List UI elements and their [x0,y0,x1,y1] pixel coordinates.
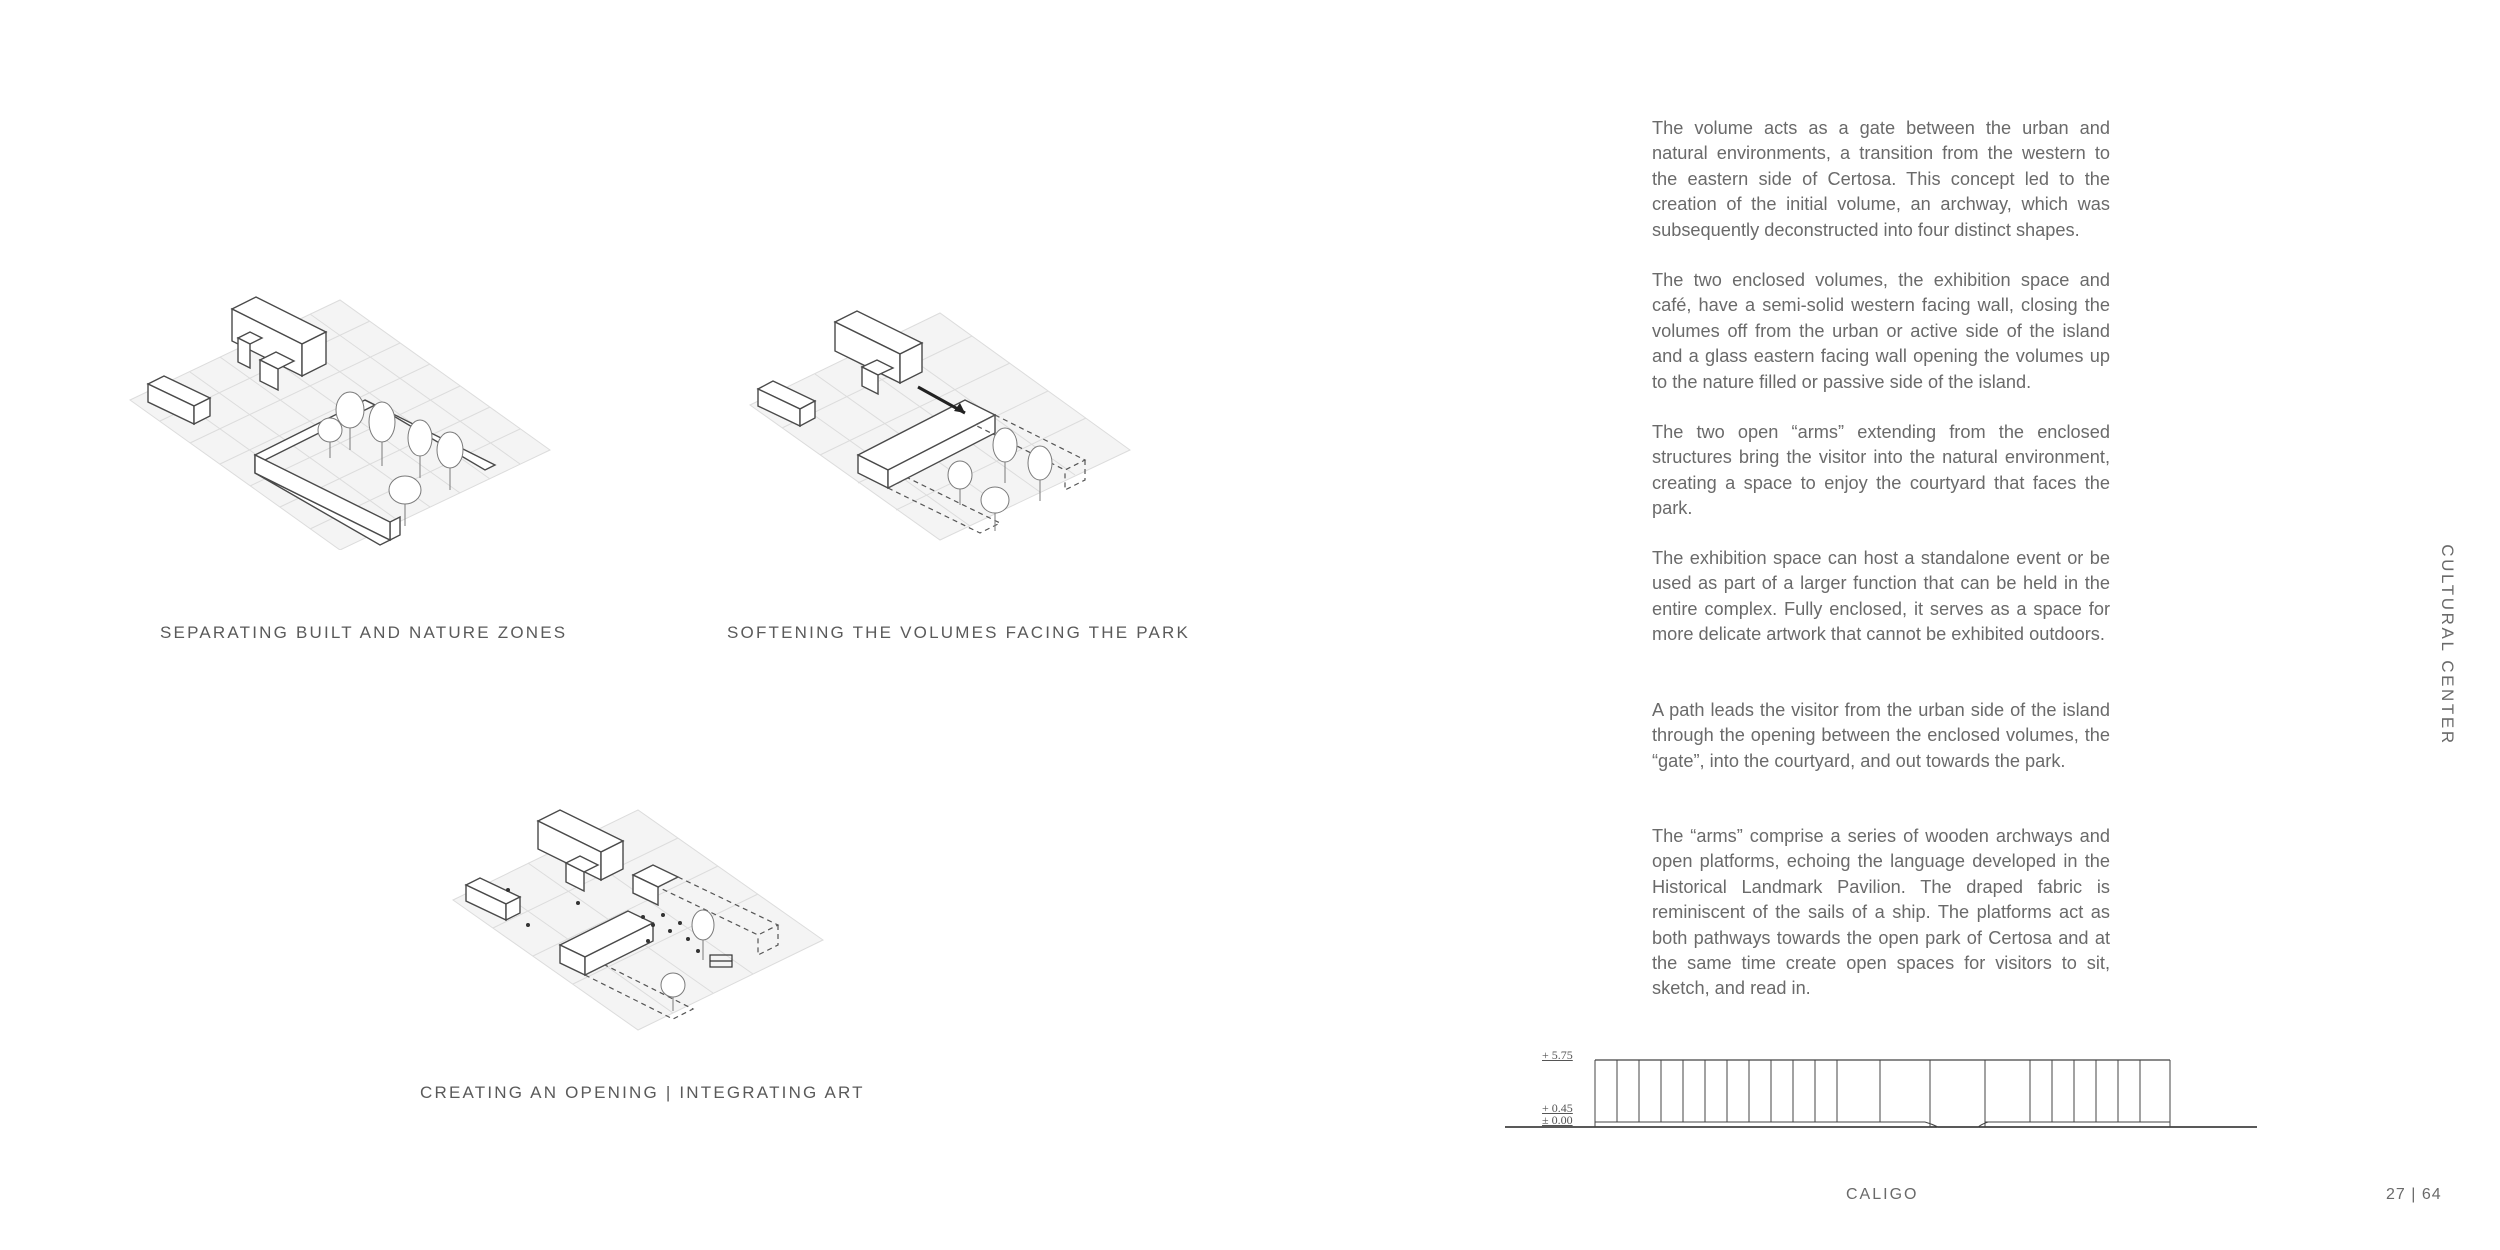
side-label-text: CULTURAL CENTER [2438,544,2457,746]
footer-page-number: 27 | 64 [2386,1186,2442,1203]
paragraph-path: A path leads the visitor from the urban side of the island through the opening between the enclosed volumes, the “gate”, into the courtyard, and out towards the park. [1652,700,2110,771]
paragraph-exhibition-space: The exhibition space can host a standalone event or be used as part of a larger function that can be held in the entire complex. Fully enclosed, it serves as a space for more delicate artwork that cannot be exhibited outdoors. [1652,548,2110,645]
paragraph-open-arms: The two open “arms” extending from the enclosed structures bring the visitor into the natural environment, creating a space to enjoy the courtyard that faces the park. [1652,422,2110,519]
level-label-top: + 5.75 [1542,1048,1573,1062]
axonometric-diagram-icon [448,805,828,1035]
diagram-caption-2: SOFTENING THE VOLUMES FACING THE PARK [727,623,1191,642]
paragraph-enclosed-volumes: The two enclosed volumes, the exhibition space and café, have a semi-solid western facing wall, closing the volumes off from the urban or active side of the island and a glass eastern facing wall opening the volumes up to the nature filled or passive side of the island. [1652,270,2110,392]
level-label-ground: ± 0.00 [1542,1113,1573,1127]
diagram-caption-1: SEPARATING BUILT AND NATURE ZONES [160,623,568,642]
diagram-softening-volumes [740,305,1140,545]
paragraph-arms-archways: The “arms” comprise a series of wooden archways and open platforms, echoing the language developed in the Historical Landmark Pavilion. The draped fabric is reminiscent of the sails of a ship. The platforms act as both pathways towards the open park of Certosa and at the same time create open spaces for visitors to sit, sketch, and read in. [1652,826,2110,999]
footer-project-name: CALIGO [1846,1186,1919,1203]
diagram-caption-3: CREATING AN OPENING | INTEGRATING ART [420,1083,865,1102]
elevation-section-icon [1500,1040,2270,1140]
axonometric-diagram-icon [740,305,1140,545]
side-section-label [2432,540,2462,750]
level-label-mid: + 0.45 [1542,1101,1573,1115]
diagram-separating-zones [120,290,560,550]
elevation-drawing [1500,1040,2270,1140]
paragraph-gate-concept: The volume acts as a gate between the urban and natural environments, a transition from the western to the eastern side of Certosa. This concept led to the creation of the initial volume, an archway, which was subsequently deconstructed into four distinct shapes. [1652,118,2110,240]
diagram-creating-opening [448,805,828,1035]
axonometric-diagram-icon [120,290,560,550]
